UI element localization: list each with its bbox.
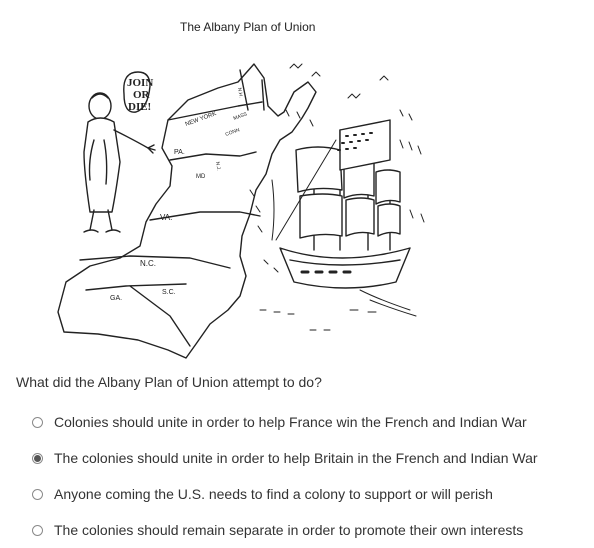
label-ga: GA. [110,295,123,302]
banner-word-or: OR [133,89,150,101]
answer-option-3[interactable] [32,476,572,512]
label-mass: MASS [232,111,249,122]
label-nj: N.J. [214,161,222,172]
answer-label-4: The colonies should remain separate in order to promote their own interests [54,522,524,538]
answer-label-1: Colonies should unite in order to help France win the French and Indian War [54,414,527,430]
question-text: What did the Albany Plan of Union attempt to do? [16,374,322,390]
label-pa: PA. [174,149,185,156]
answer-label-2: The colonies should unite in order to help Britain in the French and Indian War [54,450,538,466]
label-sc: S.C. [162,289,176,296]
banner-word-join: JOIN [127,77,154,89]
label-va: VA. [160,213,173,222]
answer-option-4[interactable] [32,512,572,548]
label-nc: N.C. [140,259,156,268]
answer-option-1[interactable] [32,404,572,440]
answer-option-2[interactable] [32,440,572,476]
label-conn: CONN [224,127,241,138]
figure-title: The Albany Plan of Union [180,20,316,34]
label-md: MD [196,174,206,180]
radio-button-1[interactable] [32,417,43,428]
answer-options [32,404,572,548]
radio-button-2-selected[interactable] [32,453,43,464]
franklin-figure [84,93,155,232]
cartoon-illustration [50,10,440,365]
albany-plan-cartoon [50,10,440,365]
answer-label-3: Anyone coming the U.S. needs to find a colony to support or will perish [54,486,493,502]
label-nh: N.H. [236,87,244,99]
sailing-ship [272,120,410,288]
label-new-york: NEW YORK [184,111,218,128]
banner-word-die: DIE! [128,101,152,113]
radio-button-4[interactable] [32,525,43,536]
radio-button-3[interactable] [32,489,43,500]
